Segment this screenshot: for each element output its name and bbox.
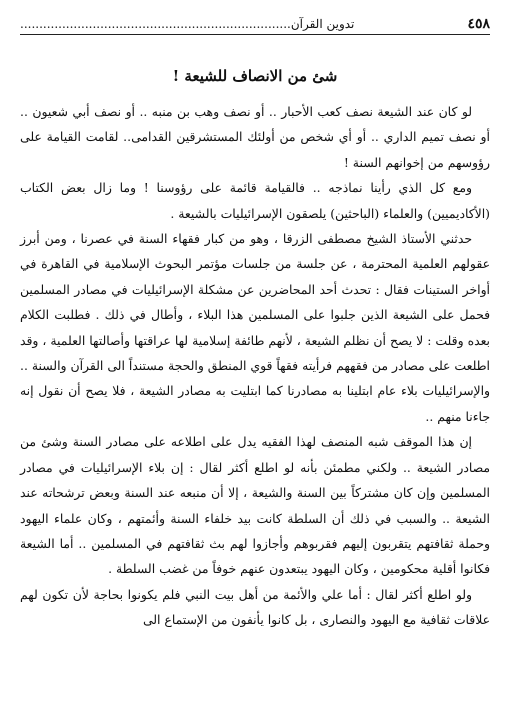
body-text (20, 99, 490, 633)
paragraph: ومع كل الذي رأينا نماذجه .. فالقيامة قائمة على رؤوسنا ! وما زال بعض الكتاب (الأكاديميين) والعلماء (الباحثين) يلصقون الإسرائيليات بالشيعة . (20, 180, 490, 221)
page-header (20, 12, 490, 35)
paragraph: إن هذا الموقف شبه المنصف لهذا الفقيه يدل على اطلاعه على مصادر السنة وشئ من مصادر الشيعة .. ولكني مطمئن بأنه لو اطلع أكثر لقال : إن بلاء الإسرائيليات في مصادر المسلمين وإن كان مشتركاً بين السنة والشيعة ، إلا أن منبعه عند السنة وبعض ترشحاته عند الشيعة .. والسبب في ذلك أن السلطة كانت بيد خلفاء السنة وأئمتهم ، وكان علماء اليهود وحملة ثقافتهم يتقربون إليهم فقربوهم وأجازوا لهم بث ثقافتهم في المسلمين .. أما الشيعة فكانوا أقلية محكومين ، وكان اليهود يبتعدون عنهم خوفاً من غضب السلطة . (20, 434, 490, 577)
running-title: تدوين القرآن....................................................................... (20, 17, 355, 31)
paragraph: ولو اطلع أكثر لقال : أما علي والأئمة من أهل بيت النبي فلم يكونوا بحاجة لأن تكون لهم علاقات ثقافية مع اليهود والنصارى ، بل كانوا يأنفون من الإستماع الى (20, 586, 490, 628)
paragraph: حدثني الأستاذ الشيخ مصطفى الزرقا ، وهو من كبار فقهاء السنة في عصرنا ، ومن أبرز عقولهم العلمية المحترمة ، عن جلسة من جلسات مؤتمر البحوث الإسلامية في القاهرة في أواخر الستينات فقال : تحدث أحد المحاضرين عن مشكلة الإسرائيليات في مصادر المسلمين فحمل على الشيعة الذين جلبوا على المسلمين هذا البلاء ، وأطال في ذلك . فطلبت الكلام بعده وقلت : لا يصح أن نظلم الشيعة ، لأنهم طائفة إسلامية لها عراقتها وأصالتها العلمية ، وقد اطلعت على مصادر من فقههم فرأيته فقهاً قوي المنطق والحجة مستنداً الى القرآن والسنة .. والإسرائيليات بلاء عام ابتلينا به مصادرنا كما ابتليت به مصادر الشيعة ، فلا يصح أن نقول إنه جاءنا منهم .. (20, 231, 490, 424)
paragraph: لو كان عند الشيعة نصف كعب الأحبار .. أو نصف وهب بن منبه .. أو نصف أبي شعيون .. أو نصف تميم الداري .. أو أي شخص من أولئك المستشرقين القدامى.. لقامت القيامة على رؤوسهم من إخوانهم السنة ! (20, 104, 490, 170)
book-page (20, 12, 490, 712)
section-title: شئ من الانصاف للشيعة ! (172, 67, 338, 85)
page-number: ٤٥٨ (467, 16, 490, 32)
